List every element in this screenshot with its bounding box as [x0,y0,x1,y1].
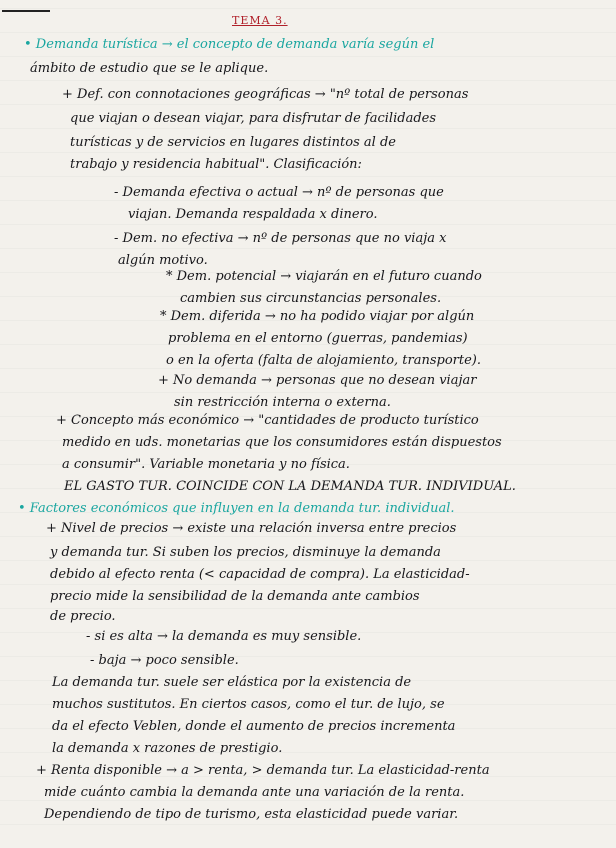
note-line-32: da el efecto Veblen, donde el aumento de precios incrementa [52,719,456,734]
note-line-7: - Demanda efectiva o actual → nº de personas que [114,185,444,200]
note-line-11: * Dem. potencial → viajarán en el futuro cuando [166,269,482,284]
note-line-24: y demanda tur. Si suben los precios, disminuye la demanda [50,545,441,560]
note-line-17: sin restricción interna o externa. [174,395,391,410]
note-line-3: + Def. con connotaciones geográficas → "nº total de personas [62,87,469,102]
note-line-12: cambien sus circunstancias personales. [180,291,442,306]
note-line-34: + Renta disponible → a > renta, > demanda tur. La elasticidad-renta [36,763,490,778]
top-rule [2,10,50,12]
note-line-33: la demanda x razones de prestigio. [52,741,283,756]
note-line-31: muchos sustitutos. En ciertos casos, como el tur. de lujo, se [52,697,445,712]
note-line-28: - si es alta → la demanda es muy sensible. [86,629,362,644]
note-line-30: La demanda tur. suele ser elástica por la existencia de [52,675,412,690]
note-line-4: que viajan o desean viajar, para disfrutar de facilidades [70,111,436,126]
note-line-1: • Demanda turística → el concepto de demanda varía según el [24,37,435,52]
note-line-26: precio mide la sensibilidad de la demanda ante cambios [50,589,420,604]
note-line-18: + Concepto más económico → "cantidades de producto turístico [56,413,479,428]
note-line-22: • Factores económicos que influyen en la demanda tur. individual. [18,501,455,516]
note-line-25: debido al efecto renta (< capacidad de compra). La elasticidad- [50,567,470,582]
note-line-29: - baja → poco sensible. [90,653,239,668]
note-line-35: mide cuánto cambia la demanda ante una variación de la renta. [44,785,465,800]
note-line-10: algún motivo. [118,253,208,268]
note-line-8: viajan. Demanda respaldada x dinero. [128,207,378,222]
note-line-5: turísticas y de servicios en lugares distintos al de [70,135,396,150]
note-line-2: ámbito de estudio que se le aplique. [30,61,269,76]
note-line-19: medido en uds. monetarias que los consumidores están dispuestos [62,435,502,450]
note-line-6: trabajo y residencia habitual". Clasificación: [70,157,362,172]
note-line-36: Dependiendo de tipo de turismo, esta elasticidad puede variar. [44,807,459,822]
note-line-20: a consumir". Variable monetaria y no física. [62,457,350,472]
note-line-23: + Nivel de precios → existe una relación inversa entre precios [46,521,457,536]
note-line-15: o en la oferta (falta de alojamiento, transporte). [166,353,481,368]
note-line-9: - Dem. no efectiva → nº de personas que no viaja x [114,231,447,246]
note-line-27: de precio. [50,609,116,624]
note-line-21: EL GASTO TUR. COINCIDE CON LA DEMANDA TUR. INDIVIDUAL. [64,479,516,494]
note-line-14: problema en el entorno (guerras, pandemias) [168,331,468,346]
note-line-13: * Dem. diferida → no ha podido viajar por algún [160,309,475,324]
page-title: TEMA 3. [232,14,288,27]
note-line-16: + No demanda → personas que no desean viajar [158,373,477,388]
